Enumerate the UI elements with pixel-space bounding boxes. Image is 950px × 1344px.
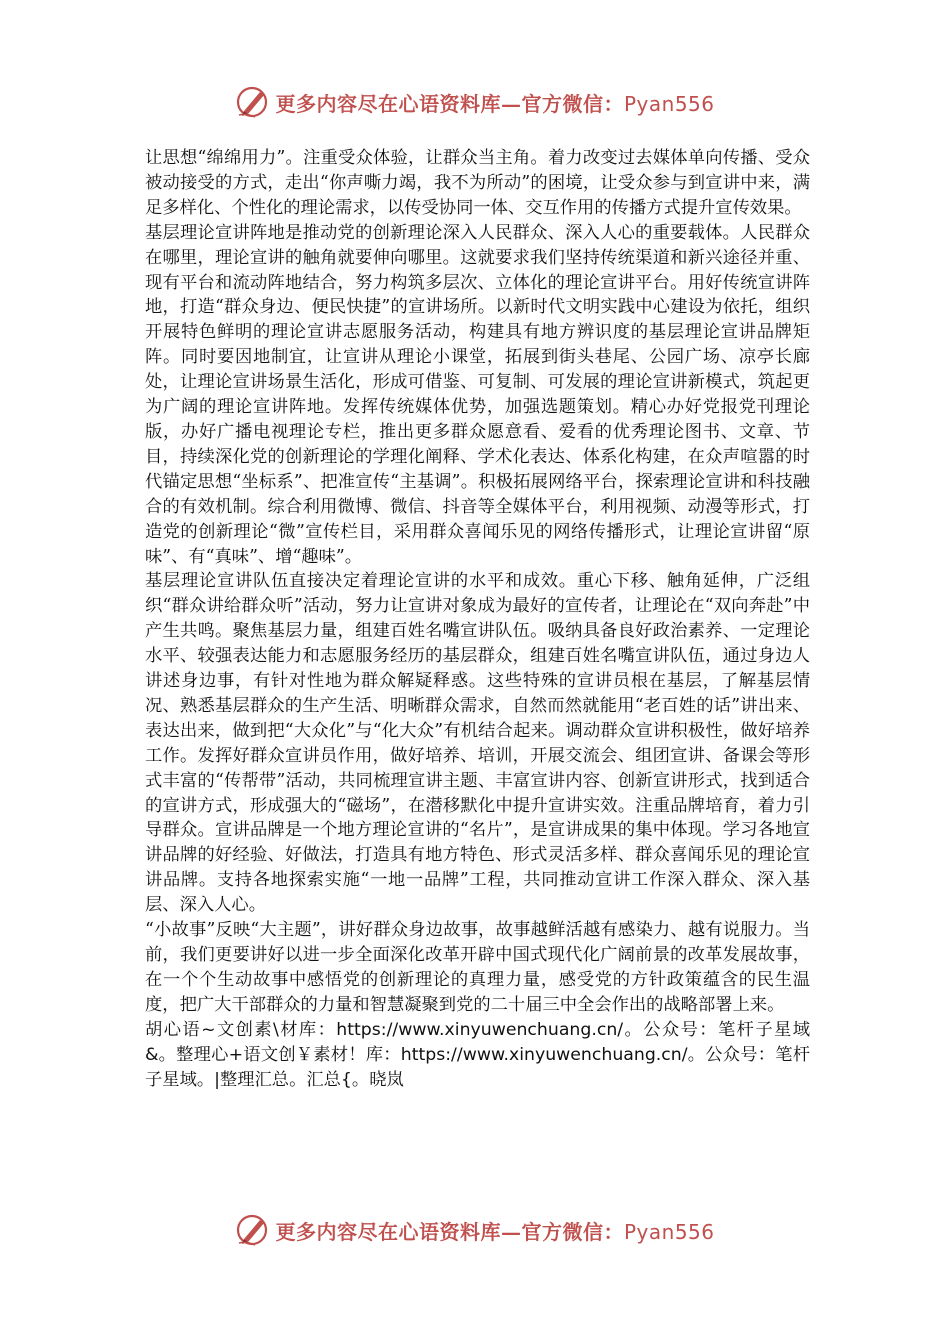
footer-banner <box>0 1210 950 1250</box>
paragraph: 基层理论宣讲队伍直接决定着理论宣讲的水平和成效。重心下移、触角延伸，广泛组织“群众讲给群众听”活动，努力让宣讲对象成为最好的宣传者，让理论在“双向奔赴”中产生共鸣。聚焦基层力量，组建百姓名嘴宣讲队伍。吸纳具备良好政治素养、一定理论水平、较强表达能力和志愿服务经历的基层群众，组建百姓名嘴宣讲队伍，通过身边人讲述身边事，有针对性地为群众解疑释惑。这些特殊的宣讲员根在基层，了解基层情况、熟悉基层群众的生产生活、明晰群众需求，自然而然就能用“老百姓的话”讲出来、表达出来，做到把“大众化”与“化大众”有机结合起来。调动群众宣讲积极性，做好培养工作。发挥好群众宣讲员作用，做好培养、培训，开展交流会、组团宣讲、备课会等形式丰富的“传帮带”活动，共同梳理宣讲主题、丰富宣讲内容、创新宣讲形式，找到适合的宣讲方式，形成强大的“磁场”，在潜移默化中提升宣讲实效。注重品牌培育，着力引导群众。宣讲品牌是一个地方理论宣讲的“名片”，是宣讲成果的集中体现。学习各地宣讲品牌的好经验、好做法，打造具有地方特色、形式灵活多样、群众喜闻乐见的理论宣讲品牌。支持各地探索实施“一地一品牌”工程，共同推动宣讲工作深入群众、深入基层、深入人心。 <box>145 571 810 916</box>
banner-text: 更多内容尽在心语资料库—官方微信：Pyan556 <box>275 91 715 116</box>
banner-text: 更多内容尽在心语资料库—官方微信：Pyan556 <box>275 1219 715 1244</box>
pen-logo-icon <box>235 84 271 120</box>
paragraph: 让思想“绵绵用力”。注重受众体验，让群众当主角。着力改变过去媒体单向传播、受众被动接受的方式，走出“你声嘶力竭，我不为所动”的困境，让受众参与到宣讲中来，满足多样化、个性化的理论需求，以传受协同一体、交互作用的传播方式提升宣传效果。 <box>145 148 810 218</box>
header-banner <box>0 82 950 122</box>
pen-logo-icon <box>235 1212 271 1248</box>
paragraph: 基层理论宣讲阵地是推动党的创新理论深入人民群众、深入人心的重要载体。人民群众在哪里，理论宣讲的触角就要伸向哪里。这就要求我们坚持传统渠道和新兴途径并重、现有平台和流动阵地结合，努力构筑多层次、立体化的理论宣讲平台。用好传统宣讲阵地，打造“群众身边、便民快捷”的宣讲场所。以新时代文明实践中心建设为依托，组织开展特色鲜明的理论宣讲志愿服务活动，构建具有地方辨识度的基层理论宣讲品牌矩阵。同时要因地制宜，让宣讲从理论小课堂，拓展到街头巷尾、公园广场、凉亭长廊处，让理论宣讲场景生活化，形成可借鉴、可复制、可发展的理论宣讲新模式，筑起更为广阔的理论宣讲阵地。发挥传统媒体优势，加强选题策划。精心办好党报党刊理论版，办好广播电视理论专栏，推出更多群众愿意看、爱看的优秀理论图书、文章、节目，持续深化党的创新理论的学理化阐释、学术化表达、体系化构建，在众声喧嚣的时代锚定思想“坐标系”、把准宣传“主基调”。积极拓展网络平台，探索理论宣讲和科技融合的有效机制。综合利用微博、微信、抖音等全媒体平台，利用视频、动漫等形式，打造党的创新理论“微”宣传栏目，采用群众喜闻乐见的网络传播形式，让理论宣讲留“原味”、有“真味”、增“趣味”。 <box>145 222 810 567</box>
document-body <box>145 146 810 1092</box>
banner-wechat-id: Pyan556 <box>623 1219 715 1244</box>
banner-wechat-id: Pyan556 <box>623 91 715 116</box>
paragraph: “小故事”反映“大主题”，讲好群众身边故事，故事越鲜活越有感染力、越有说服力。当前，我们更要讲好以进一步全面深化改革开辟中国式现代化广阔前景的改革发展故事，在一个个生动故事中感悟党的创新理论的真理力量，感受党的方针政策蕴含的民生温度，把广大干部群众的力量和智慧凝聚到党的二十届三中全会作出的战略部署上来。 <box>145 920 810 1015</box>
source-note: 胡心语~文创素\材库：https://www.xinyuwenchuang.cn/。公众号：笔杆子星域&。整理心+语文创￥素材！库：https://www.xinyuwenchuang.cn/。公众号：笔杆子星域。|整理汇总。汇总{。晓岚 <box>145 1019 810 1090</box>
